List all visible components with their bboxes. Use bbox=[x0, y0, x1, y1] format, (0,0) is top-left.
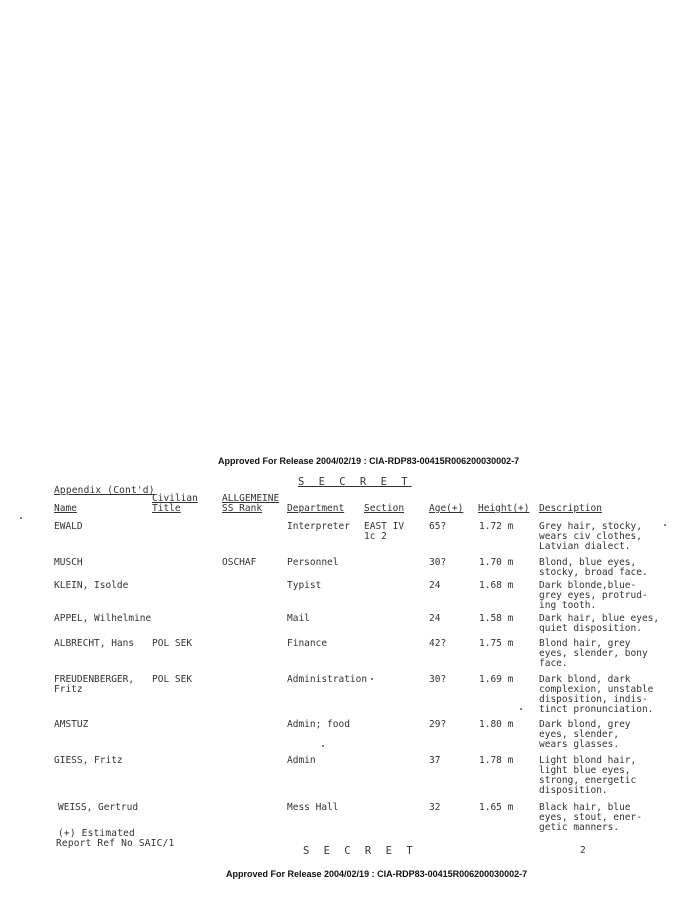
scan-speck bbox=[664, 524, 666, 526]
row-name: FREUDENBERGER, Fritz bbox=[54, 674, 135, 695]
row-name: EWALD bbox=[54, 521, 83, 532]
row-name: ALBRECHT, Hans bbox=[54, 638, 135, 649]
row-age: 24 bbox=[429, 613, 441, 624]
row-height: 1.80 m bbox=[479, 719, 514, 730]
row-description: Dark blonde,blue- grey eyes, protrud- ing tooth. bbox=[539, 580, 648, 611]
row-name: AMSTUZ bbox=[54, 719, 89, 730]
row-department: Mess Hall bbox=[287, 802, 339, 813]
row-height: 1.58 m bbox=[479, 613, 514, 624]
col-header-age: Age(+) bbox=[429, 503, 464, 514]
row-ss-rank: OSCHAF bbox=[222, 557, 257, 568]
row-age: 65? bbox=[429, 521, 447, 532]
row-age: 30? bbox=[429, 674, 447, 685]
col-header-height: Height(+) bbox=[478, 503, 530, 514]
release-footer: Approved For Release 2004/02/19 : CIA-RDP83-00415R006200030002-7 bbox=[226, 869, 528, 879]
row-civilian-title: POL SEK bbox=[152, 674, 193, 685]
row-name: APPEL, Wilhelmine bbox=[54, 613, 152, 624]
row-description: Blond, blue eyes, stocky, broad face. bbox=[539, 557, 648, 578]
row-name: WEISS, Gertrud bbox=[58, 802, 139, 813]
row-department: Finance bbox=[287, 638, 328, 649]
classification-top: S E C R E T bbox=[298, 476, 412, 488]
row-name: KLEIN, Isolde bbox=[54, 580, 129, 591]
row-name: MUSCH bbox=[54, 557, 83, 568]
row-height: 1.65 m bbox=[479, 802, 514, 813]
scan-speck bbox=[520, 708, 522, 710]
row-age: 29? bbox=[429, 719, 447, 730]
row-height: 1.78 m bbox=[479, 755, 514, 766]
row-description: Black hair, blue eyes, stout, ener- getic manners. bbox=[539, 802, 642, 833]
row-department: Typist bbox=[287, 580, 322, 591]
row-department: Admin bbox=[287, 755, 316, 766]
col-header-section: Section bbox=[364, 503, 405, 514]
row-age: 24 bbox=[429, 580, 441, 591]
row-age: 37 bbox=[429, 755, 441, 766]
page-number: 2 bbox=[580, 845, 586, 856]
row-name: GIESS, Fritz bbox=[54, 755, 123, 766]
col-header-department: Department bbox=[287, 503, 345, 514]
row-department: Administration bbox=[287, 674, 368, 685]
row-height: 1.70 m bbox=[479, 557, 514, 568]
row-age: 42? bbox=[429, 638, 447, 649]
col-header-ss-rank: ALLGEMEINE SS Rank bbox=[222, 493, 280, 514]
row-description: Grey hair, stocky, wears civ clothes, Latvian dialect. bbox=[539, 521, 642, 552]
row-age: 30? bbox=[429, 557, 447, 568]
row-description: Light blond hair, light blue eyes, strong, energetic disposition. bbox=[539, 755, 637, 796]
row-height: 1.72 m bbox=[479, 521, 514, 532]
scan-speck bbox=[371, 678, 373, 680]
row-description: Dark hair, blue eyes, quiet disposition. bbox=[539, 613, 660, 634]
col-header-civilian-title: Civilian Title bbox=[152, 493, 198, 514]
row-description: Blond hair, grey eyes, slender, bony face. bbox=[539, 638, 648, 669]
row-age: 32 bbox=[429, 802, 441, 813]
col-header-description: Description bbox=[539, 503, 602, 514]
classification-bottom: S E C R E T bbox=[303, 845, 417, 857]
row-department: Interpreter bbox=[287, 521, 350, 532]
footnote-report-ref: Report Ref No SAIC/1 bbox=[56, 838, 175, 849]
row-department: Personnel bbox=[287, 557, 339, 568]
row-department: Mail bbox=[287, 613, 310, 624]
row-section: EAST IV 1c 2 bbox=[364, 521, 405, 542]
appendix-title: Appendix (Cont'd) bbox=[54, 485, 155, 496]
row-department: Admin; food bbox=[287, 719, 350, 730]
col-header-name: Name bbox=[54, 503, 77, 514]
row-description: Dark blond, grey eyes, slender, wears glasses. bbox=[539, 719, 631, 750]
row-height: 1.68 m bbox=[479, 580, 514, 591]
row-civilian-title: POL SEK bbox=[152, 638, 193, 649]
row-height: 1.69 m bbox=[479, 674, 514, 685]
scan-speck bbox=[20, 517, 22, 519]
row-description: Dark blond, dark complexion, unstable disposition, indis- tinct pronunciation. bbox=[539, 674, 654, 715]
footnote-estimated: (+) Estimated bbox=[58, 828, 135, 839]
release-header: Approved For Release 2004/02/19 : CIA-RDP83-00415R006200030002-7 bbox=[218, 456, 520, 466]
row-height: 1.75 m bbox=[479, 638, 514, 649]
scan-speck bbox=[322, 745, 324, 747]
